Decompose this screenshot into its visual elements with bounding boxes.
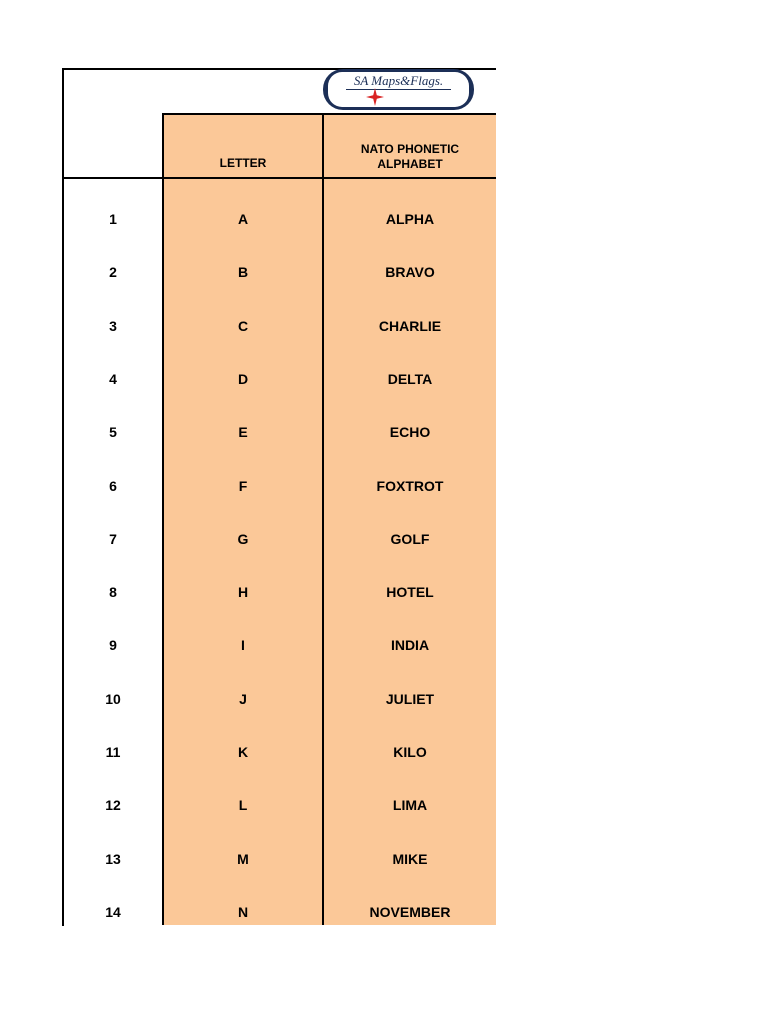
row-letter: M	[237, 850, 249, 867]
row-number: 5	[109, 424, 117, 441]
row-letter: H	[237, 584, 249, 601]
row-letter: N	[237, 903, 249, 920]
row-word: ECHO	[389, 424, 431, 441]
letter-column-header: LETTER	[219, 155, 267, 170]
row-word: BRAVO	[385, 264, 435, 281]
row-word: MIKE	[392, 850, 428, 867]
compass-star-icon	[366, 88, 384, 106]
row-word: GOLF	[390, 530, 430, 547]
header-bottom-rule	[62, 177, 496, 179]
row-word: JULIET	[385, 690, 435, 707]
row-number: 1	[109, 211, 117, 227]
row-word: INDIA	[390, 637, 430, 654]
row-number: 10	[105, 690, 121, 707]
row-word: LIMA	[392, 797, 428, 814]
row-letter: I	[241, 637, 245, 654]
row-number: 8	[109, 584, 117, 601]
row-letter: E	[238, 424, 248, 441]
row-word: HOTEL	[386, 584, 434, 601]
row-number: 7	[109, 530, 117, 547]
row-letter: K	[237, 744, 249, 760]
row-number: 14	[105, 903, 121, 920]
row-letter: L	[238, 797, 248, 814]
logo-underline	[346, 89, 451, 90]
row-number: 9	[109, 637, 117, 654]
logo-text: SA Maps&Flags.	[353, 73, 444, 88]
row-word: CHARLIE	[378, 317, 442, 334]
row-word: ALPHA	[385, 211, 435, 227]
row-letter: D	[237, 370, 249, 387]
row-number: 3	[109, 317, 117, 334]
row-number: 2	[109, 264, 117, 281]
row-number: 6	[109, 477, 117, 494]
row-number: 4	[109, 370, 117, 387]
row-letter: B	[237, 264, 249, 281]
row-letter: C	[237, 317, 249, 334]
row-word: NOVEMBER	[369, 903, 451, 920]
row-word: DELTA	[387, 370, 433, 387]
row-letter: F	[238, 477, 248, 494]
row-word: FOXTROT	[376, 477, 444, 494]
row-letter: G	[237, 530, 249, 547]
header-top-rule	[163, 113, 496, 115]
row-number: 11	[105, 744, 121, 760]
row-number: 12	[105, 797, 121, 814]
nato-column-header: NATO PHONETIC ALPHABET	[360, 142, 460, 171]
row-number: 13	[105, 850, 121, 867]
row-word: KILO	[393, 744, 427, 760]
row-letter: J	[239, 690, 247, 707]
sa-maps-flags-logo	[323, 69, 474, 110]
row-letter: A	[237, 211, 249, 227]
